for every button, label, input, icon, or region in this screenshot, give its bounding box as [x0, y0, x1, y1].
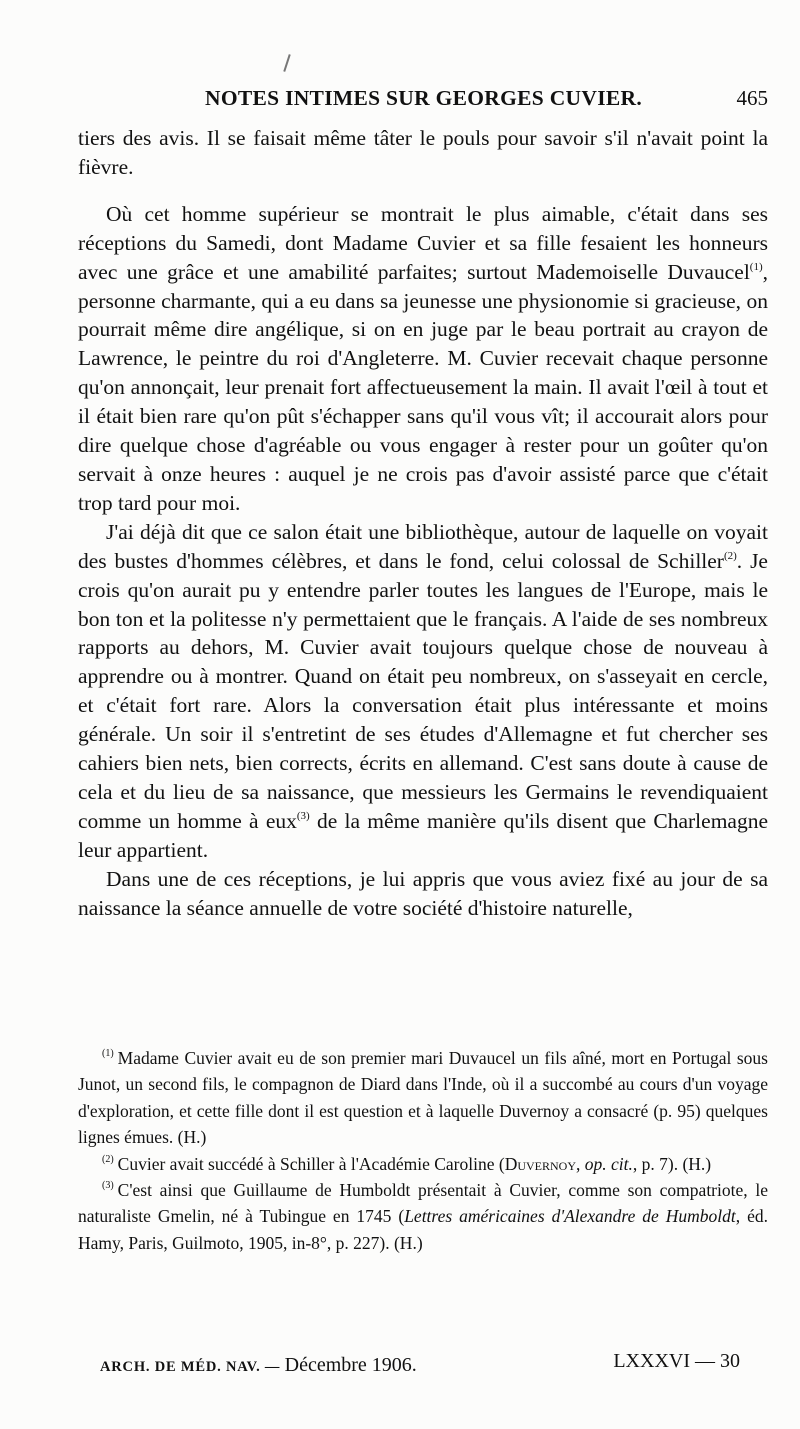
footnote-author: Duvernoy — [504, 1153, 577, 1174]
paragraph: tiers des avis. Il se faisait même tâter le pouls pour savoir s'il n'avait point la fièvre. — [78, 126, 768, 179]
footnote-text: Cuvier avait succédé à Schiller à l'Académie Caroline ( — [117, 1153, 505, 1174]
footnote-text: , — [576, 1153, 585, 1174]
issue-date: Décembre 1906. — [284, 1354, 417, 1376]
pencil-mark — [283, 54, 290, 72]
paragraph-text: . Je crois qu'on aurait pu y entendre parler toutes les langues de l'Europe, mais le bon ton et la politesse n'y permettaient que le français. A l'aide de ses nombreux rapports au dehors, M. Cuvier avait toujours quelque chose de nouveau à apprendre ou à montrer. Quand on était peu nombreux, on s'asseyait en cercle, et c'était fort rare. Alors la conversation était plus intéressante et moins générale. Un soir il s'entretint de ses études d'Allemagne et fut chercher ses cahiers bien nets, bien corrects, écrits en allemand. C'est sans doute à cause de cela et du lieu de sa naissance, que messieurs les Germains le revendiquaient comme un homme à eux — [78, 548, 768, 833]
footnote-text: C'est ainsi que Guillaume de Humboldt présentait à Cuvier, comme son compatriote, le naturaliste Gmelin, né à Tubingue en 1745 ( — [78, 1180, 768, 1227]
footnote-mark: (2) — [102, 1153, 114, 1165]
footnote-text: , éd. Hamy, Paris, Guilmoto, 1905, in-8°, p. 227). (H.) — [78, 1206, 768, 1253]
footnote — [78, 1151, 768, 1177]
footer-journal — [100, 1354, 417, 1377]
footnote — [78, 1177, 768, 1256]
paragraph-text: de la même manière qu'ils disent que Charlemagne leur appartient. — [78, 808, 769, 862]
note-reference: (2) — [723, 549, 737, 562]
footnote-text: Madame Cuvier avait eu de son premier mari Duvaucel un fils aîné, mort en Portugal sous Junot, un second fils, le compagnon de Diard dans l'Inde, où il a succombé au cours d'un voyage d'exploration, et cette fille dont il est question et à laquelle Duvernoy a consacré (p. 95) quelques lignes émues. (H.) — [78, 1048, 768, 1148]
journal-name: ARCH. DE MÉD. NAV. — — [100, 1359, 285, 1375]
footnotes — [78, 1045, 768, 1256]
page-number: 465 — [736, 86, 768, 110]
page-footer — [100, 1350, 740, 1380]
paragraph-text: , personne charmante, qui a eu dans sa jeunesse une physionomie si gracieuse, on pourrait même dire angélique, si on en juge par le beau portrait au crayon de Lawrence, le peintre du roi d'Angleterre. M. Cuvier recevait chaque personne qu'on annonçait, leur prenait fort affectueusement la main. Il avait l'œil à tout et il était bien rare qu'on pût s'échapper sans qu'il vous vît; il accourait alors pour dire quelque chose d'agréable ou vous engager à rester pour un goûter qu'on servait à onze heures : auquel je ne crois pas d'avoir assisté parce que c'était trop tard pour moi. — [78, 259, 768, 515]
note-reference: (3) — [296, 809, 310, 822]
paragraph: Dans une de ces réceptions, je lui appris que vous aviez fixé au jour de sa naissance la séance annuelle de votre société d'histoire naturelle, — [78, 866, 768, 920]
footnote-mark: (3) — [102, 1180, 114, 1192]
footnote-mark: (1) — [102, 1048, 114, 1059]
footnote-citation: Lettres américaines d'Alexandre de Humboldt — [404, 1206, 736, 1227]
footnote-citation: op. cit. — [584, 1153, 633, 1174]
running-title: NOTES INTIMES SUR GEORGES CUVIER. — [205, 86, 643, 110]
footnote — [78, 1045, 768, 1151]
note-reference: (1) — [749, 260, 763, 273]
paragraph-text: J'ai déjà dit que ce salon était une bibliothèque, autour de laquelle on voyait des bustes d'hommes célèbres, et dans le fond, celui colossal de Schiller — [78, 519, 768, 573]
body-text — [78, 124, 768, 922]
paragraph-text: Où cet homme supérieur se montrait le plus aimable, c'était dans ses réceptions du Samedi, dont Madame Cuvier et sa fille fesaient les honneurs avec une grâce et une amabilité parfaites; surtout Mademoiselle Duvaucel — [78, 201, 768, 284]
footnote-text: , p. 7). (H.) — [632, 1153, 712, 1174]
paragraph — [78, 518, 768, 865]
paragraph — [78, 200, 768, 518]
volume-sheet: LXXXVI — 30 — [613, 1350, 740, 1372]
running-head — [80, 86, 768, 116]
